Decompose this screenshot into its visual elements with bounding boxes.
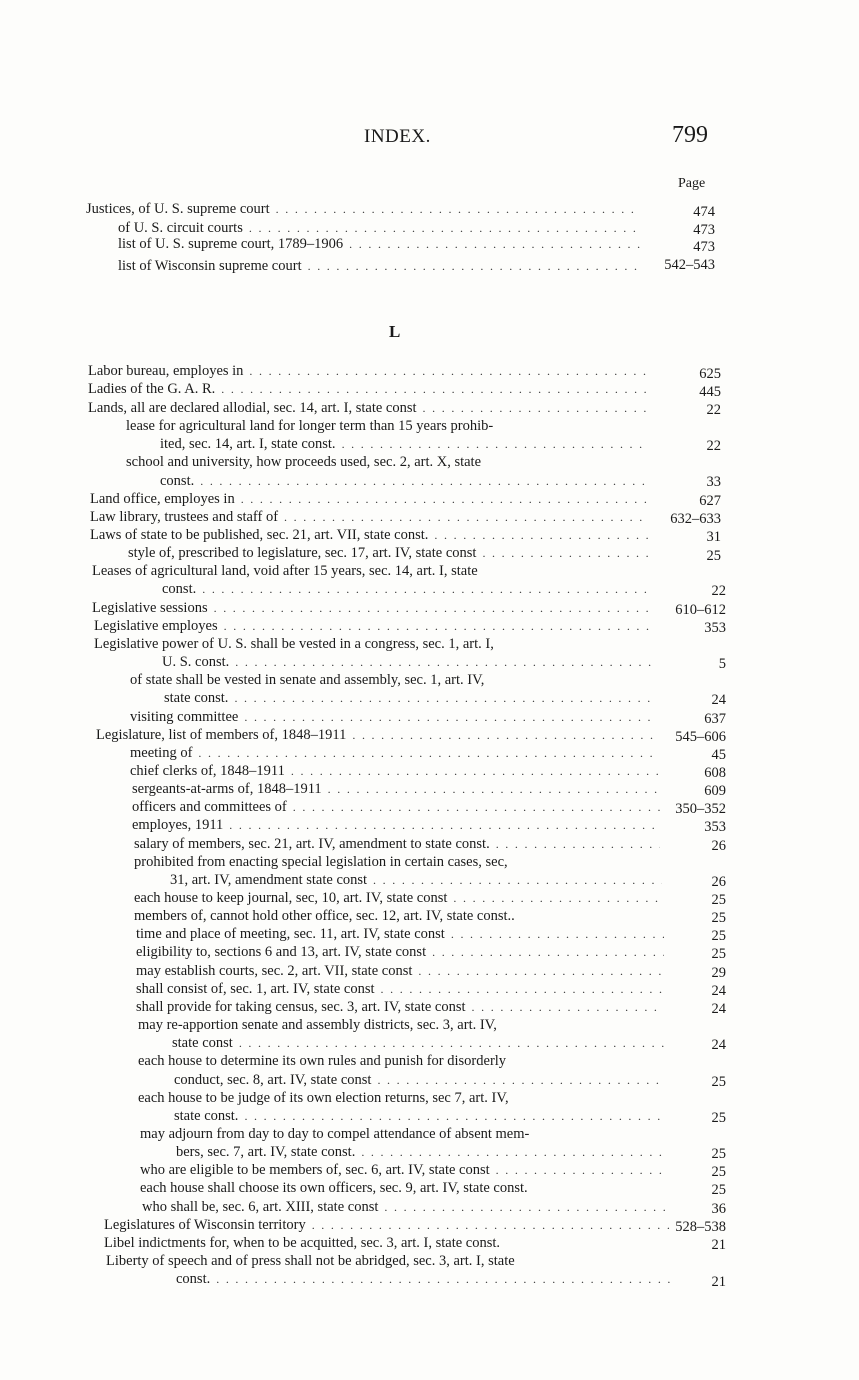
leader-dots: [423, 399, 648, 417]
index-entry: [176, 1143, 666, 1161]
index-entry-page: 25: [711, 892, 726, 908]
index-entry-page: 24: [711, 692, 726, 708]
index-entry-text: Libel indictments for, when to be acquitted, sec. 3, art. I, state const.: [104, 1235, 501, 1251]
index-entry-text: lease for agricultural land for longer term than 15 years prohib-: [126, 418, 494, 434]
leader-dots: [291, 762, 658, 780]
index-entry-page: 25: [711, 1074, 726, 1090]
index-entry-page: 25: [711, 1146, 726, 1162]
index-entry-page: 473: [693, 222, 715, 238]
leader-dots: [198, 744, 658, 762]
leader-dots: [249, 362, 648, 380]
index-entry-text: const.: [162, 581, 197, 597]
index-entry-text: employes, 1911: [132, 817, 224, 833]
index-entry-text: state const: [172, 1035, 233, 1051]
index-entry-page: 5: [718, 656, 726, 672]
index-entry-page: 610–612: [675, 602, 726, 618]
page-column-label: Page: [678, 176, 706, 191]
index-entry-page: 26: [711, 838, 726, 854]
index-entry-page: 22: [706, 438, 721, 454]
index-entry-page: 353: [704, 620, 726, 636]
index-entry-page: 25: [711, 928, 726, 944]
index-entry-text: ited, sec. 14, art. I, state const.: [160, 436, 336, 452]
index-entry-text: time and place of meeting, sec. 11, art. IV, state const: [136, 926, 445, 942]
index-entry: [136, 962, 664, 980]
index-entry: [162, 580, 652, 598]
leader-dots: [312, 1216, 670, 1234]
index-entry-text: Legislative employes: [94, 618, 218, 634]
index-entry: [174, 1107, 666, 1125]
index-entry: [160, 472, 648, 490]
index-entry: [88, 380, 648, 398]
index-entry-page: 609: [704, 783, 726, 799]
index-entry-text: Law library, trustees and staff of: [90, 509, 279, 525]
leader-dots: [434, 526, 648, 544]
index-entry-page: 21: [711, 1274, 726, 1290]
index-entry: [134, 853, 660, 871]
index-entry-text: members of, cannot hold other office, sec. 12, art. IV, state const..: [134, 908, 515, 924]
index-entry: [142, 1198, 668, 1216]
index-entry: [164, 689, 656, 707]
index-entry-page: 25: [711, 910, 726, 926]
leader-dots: [361, 1143, 666, 1161]
leader-dots: [328, 780, 660, 798]
leader-dots: [418, 962, 664, 980]
index-entry-text: chief clerks of, 1848–1911: [130, 763, 285, 779]
index-entry: [138, 1016, 666, 1034]
index-entry-page: 31: [706, 529, 721, 545]
index-entry-page: 528–538: [675, 1219, 726, 1235]
leader-dots: [373, 871, 662, 889]
leader-dots: [244, 708, 656, 726]
index-entry: [172, 1034, 666, 1052]
index-entry-text: Legislatures of Wisconsin territory: [104, 1217, 306, 1233]
index-entry-text: shall consist of, sec. 1, art. IV, state const: [136, 981, 375, 997]
index-entry: [128, 544, 648, 562]
index-entry-text: shall provide for taking census, sec. 3, art. IV, state const: [136, 999, 466, 1015]
leader-dots: [202, 580, 652, 598]
index-entry-text: Labor bureau, employes in: [88, 363, 244, 379]
index-entry: [138, 1052, 666, 1070]
index-entry: [132, 798, 660, 816]
index-entry-page: 473: [693, 239, 715, 255]
index-entry: [160, 435, 648, 453]
index-entry-text: officers and committees of: [132, 799, 287, 815]
index-entry: [136, 998, 664, 1016]
index-entry-text: style of, prescribed to legislature, sec. 17, art. IV, state const: [128, 545, 477, 561]
index-entry-page: 353: [704, 819, 726, 835]
index-entry-page: 608: [704, 765, 726, 781]
index-entry-text: Leases of agricultural land, void after 15 years, sec. 14, art. I, state: [92, 563, 478, 579]
index-entry: [92, 562, 652, 580]
index-entry-text: salary of members, sec. 21, art. IV, amendment to state const.: [134, 836, 490, 852]
index-entry: [140, 1179, 668, 1197]
index-entry: [170, 871, 662, 889]
index-entry-page: 445: [699, 384, 721, 400]
index-entry: [90, 490, 648, 508]
index-entry-text: U. S. const.: [162, 654, 230, 670]
index-entry-page: 25: [711, 946, 726, 962]
page-header: [0, 122, 859, 156]
index-entry: [126, 453, 648, 471]
index-entry-text: of U. S. circuit courts: [118, 220, 243, 236]
index-entry-page: 29: [711, 965, 726, 981]
index-entry-page: 33: [706, 474, 721, 490]
index-entry: [104, 1216, 670, 1234]
index-entry: [130, 671, 656, 689]
index-entry: [92, 599, 652, 617]
index-entry: [140, 1161, 666, 1179]
index-entry-page: 22: [706, 402, 721, 418]
index-entry: [138, 1089, 666, 1107]
index-entry-page: 542–543: [664, 257, 715, 273]
leader-dots: [451, 925, 664, 943]
leader-dots: [384, 1198, 668, 1216]
index-entry: [106, 1252, 670, 1270]
leader-dots: [224, 617, 652, 635]
index-entry-page: 45: [711, 747, 726, 763]
index-entry: [118, 257, 640, 275]
index-entry-page: 24: [711, 1037, 726, 1053]
index-entry-text: bers, sec. 7, art. IV, state const.: [176, 1144, 356, 1160]
index-entry: [86, 200, 640, 218]
leader-dots: [229, 816, 660, 834]
index-entry: [134, 907, 664, 925]
leader-dots: [432, 943, 664, 961]
index-entry: [130, 762, 658, 780]
index-entry: [88, 362, 648, 380]
index-entry: [140, 1125, 666, 1143]
index-entry-page: 627: [699, 493, 721, 509]
index-entry-text: const.: [160, 473, 195, 489]
leader-dots: [200, 472, 648, 490]
index-entry: [134, 835, 660, 853]
index-entry: [136, 980, 664, 998]
index-entry-text: Laws of state to be published, sec. 21, art. VII, state const.: [90, 527, 429, 543]
index-entry-page: 25: [706, 548, 721, 564]
index-entry-text: 31, art. IV, amendment state const: [170, 872, 368, 888]
index-entry: [90, 508, 648, 526]
index-entry: [162, 653, 654, 671]
index-entry-text: Land office, employes in: [90, 491, 235, 507]
section-letter: L: [389, 322, 401, 341]
index-entry: [132, 780, 660, 798]
index-entry-text: may adjourn from day to day to compel attendance of absent mem-: [140, 1126, 530, 1142]
index-entry-page: 25: [711, 1164, 726, 1180]
index-entry-text: who shall be, sec. 6, art. XIII, state const: [142, 1199, 379, 1215]
index-entry-text: list of Wisconsin supreme court: [118, 258, 302, 274]
index-entry-text: who are eligible to be members of, sec. 6, art. IV, state const: [140, 1162, 490, 1178]
index-entry-text: Liberty of speech and of press shall not be abridged, sec. 3, art. I, state: [106, 1253, 515, 1269]
index-entry: [130, 744, 658, 762]
index-entry-text: Legislative power of U. S. shall be vested in a congress, sec. 1, art. I,: [94, 636, 494, 652]
index-entry-page: 625: [699, 366, 721, 382]
index-entry-page: 474: [693, 204, 715, 220]
index-entry: [136, 943, 664, 961]
index-entry-text: school and university, how proceeds used, sec. 2, art. X, state: [126, 454, 482, 470]
leader-dots: [216, 1270, 670, 1288]
index-entry: [94, 617, 652, 635]
index-entry-page: 24: [711, 1001, 726, 1017]
index-entry-text: Legislative sessions: [92, 600, 208, 616]
index-entry-text: Justices, of U. S. supreme court: [86, 201, 270, 217]
index-entry-text: state const.: [174, 1108, 239, 1124]
leader-dots: [293, 798, 660, 816]
index-entry-text: list of U. S. supreme court, 1789–1906: [118, 236, 344, 252]
leader-dots: [453, 889, 662, 907]
index-entry-text: each house to be judge of its own election returns, sec 7, art. IV,: [138, 1090, 509, 1106]
index-entry-text: const.: [176, 1271, 211, 1287]
leader-dots: [284, 508, 648, 526]
leader-dots: [349, 235, 640, 253]
leader-dots: [308, 257, 640, 275]
index-entry: [94, 635, 654, 653]
leader-dots: [241, 490, 648, 508]
index-entry-text: Legislature, list of members of, 1848–1911: [96, 727, 347, 743]
index-entry-page: 21: [711, 1237, 726, 1253]
leader-dots: [235, 653, 654, 671]
index-entry: [136, 925, 664, 943]
index-entry: [90, 526, 648, 544]
leader-dots: [276, 200, 640, 218]
index-entry: [132, 816, 660, 834]
index-entry: [96, 726, 656, 744]
index-entry-page: 36: [711, 1201, 726, 1217]
index-entry-text: each house to keep journal, sec, 10, art. IV, state const: [134, 890, 448, 906]
running-title: INDEX.: [364, 126, 431, 147]
index-entry-text: of state shall be vested in senate and assembly, sec. 1, art. IV,: [130, 672, 485, 688]
leader-dots: [234, 689, 656, 707]
index-entry: [104, 1234, 670, 1252]
index-entry-text: state const.: [164, 690, 229, 706]
leader-dots: [244, 1107, 666, 1125]
index-entry: [134, 889, 662, 907]
index-entry-page: 26: [711, 874, 726, 890]
index-entry: [130, 708, 656, 726]
index-entry-page: 545–606: [675, 729, 726, 745]
index-entry-text: may re-apportion senate and assembly districts, sec. 3, art. IV,: [138, 1017, 497, 1033]
index-entry-text: meeting of: [130, 745, 193, 761]
index-entry-text: each house shall choose its own officers, sec. 9, art. IV, state const.: [140, 1180, 528, 1196]
index-entry-page: 22: [711, 583, 726, 599]
index-entry: [126, 417, 648, 435]
leader-dots: [482, 544, 648, 562]
leader-dots: [352, 726, 656, 744]
index-entry: [176, 1270, 670, 1288]
page-number: 799: [672, 122, 708, 148]
index-entry: [88, 399, 648, 417]
leader-dots: [239, 1034, 666, 1052]
index-entry-page: 25: [711, 1110, 726, 1126]
index-entry-text: Lands, all are declared allodial, sec. 14, art. I, state const: [88, 400, 417, 416]
index-entry-page: 25: [711, 1182, 726, 1198]
index-entry-text: conduct, sec. 8, art. IV, state const: [174, 1072, 372, 1088]
leader-dots: [214, 599, 652, 617]
index-entry-text: Ladies of the G. A. R.: [88, 381, 216, 397]
index-entry: [118, 235, 640, 253]
index-entry-text: sergeants-at-arms of, 1848–1911: [132, 781, 322, 797]
index-entry-page: 632–633: [670, 511, 721, 527]
index-entry-page: 24: [711, 983, 726, 999]
index-entry: [174, 1071, 666, 1089]
index-entry-text: may establish courts, sec. 2, art. VII, state const: [136, 963, 413, 979]
index-entry-text: each house to determine its own rules and punish for disorderly: [138, 1053, 507, 1069]
leader-dots: [342, 435, 648, 453]
leader-dots: [221, 380, 648, 398]
index-entry-text: prohibited from enacting special legislation in certain cases, sec,: [134, 854, 508, 870]
index-entry-page: 350–352: [675, 801, 726, 817]
index-entry-text: eligibility to, sections 6 and 13, art. IV, state const: [136, 944, 427, 960]
index-entry-page: 637: [704, 711, 726, 727]
index-entry-text: visiting committee: [130, 709, 239, 725]
leader-dots: [381, 980, 664, 998]
leader-dots: [377, 1071, 666, 1089]
